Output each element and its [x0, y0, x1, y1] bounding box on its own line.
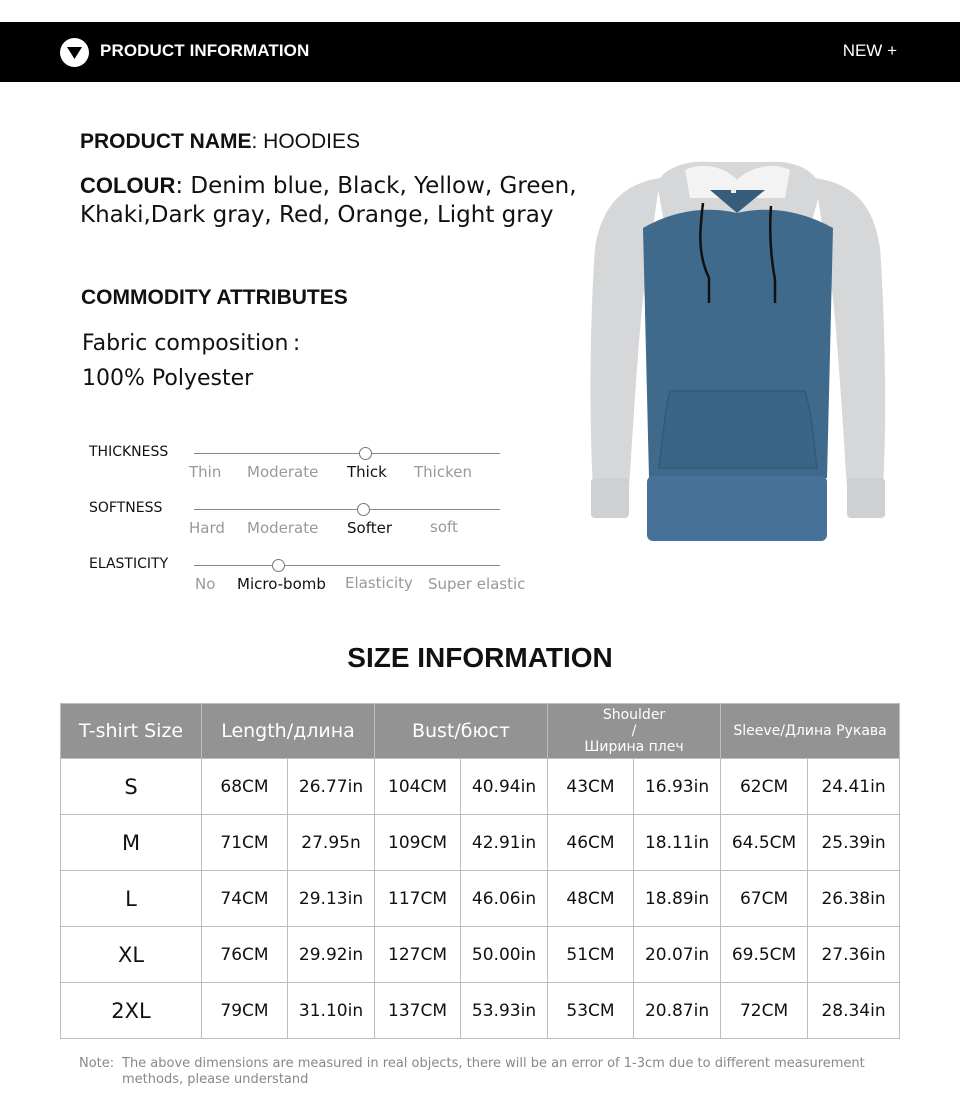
commodity-attributes-title: COMMODITY ATTRIBUTES	[81, 286, 348, 309]
rating-track	[194, 453, 500, 454]
colour-label: COLOUR	[80, 173, 176, 198]
rating-track	[194, 565, 500, 566]
cell-shoulder-cm: 51CM	[548, 927, 634, 983]
cell-length-in: 26.77in	[288, 759, 375, 815]
cell-length-in: 27.95n	[288, 815, 375, 871]
cell-shoulder-in: 16.93in	[634, 759, 721, 815]
product-information-banner	[0, 22, 960, 82]
cell-shoulder-cm: 43CM	[548, 759, 634, 815]
cell-sleeve-in: 26.38in	[808, 871, 900, 927]
cell-shoulder-in: 18.89in	[634, 871, 721, 927]
rating-label: ELASTICITY	[89, 556, 169, 572]
rating-knob	[357, 503, 370, 516]
rating-option: Moderate	[247, 463, 319, 481]
rating-option: Thin	[189, 463, 222, 481]
fabric-value: 100% Polyester	[82, 366, 254, 391]
fabric-composition	[82, 326, 300, 396]
cell-length-cm: 71CM	[202, 815, 288, 871]
product-colours	[80, 171, 600, 230]
size-table	[60, 703, 900, 1039]
header-size: T-shirt Size	[61, 704, 202, 759]
header-shoulder	[548, 704, 721, 759]
cell-shoulder-cm: 48CM	[548, 871, 634, 927]
cell-size: S	[61, 759, 202, 815]
colour-sep: :	[175, 173, 191, 199]
rating-thickness	[89, 444, 549, 494]
banner-title: PRODUCT INFORMATION	[100, 41, 310, 60]
rating-label: SOFTNESS	[89, 500, 163, 516]
rating-track	[194, 509, 500, 510]
header-bust: Bust/бюст	[375, 704, 548, 759]
cell-sleeve-in: 24.41in	[808, 759, 900, 815]
product-name-sep: :	[251, 130, 264, 153]
cell-bust-in: 50.00in	[461, 927, 548, 983]
rating-option: Thicken	[414, 463, 472, 481]
rating-option: Elasticity	[345, 574, 413, 592]
rating-option: Hard	[189, 519, 225, 537]
cell-sleeve-cm: 72CM	[721, 983, 808, 1039]
fabric-label: Fabric composition :	[82, 331, 301, 356]
table-row	[61, 759, 900, 815]
cell-shoulder-cm: 46CM	[548, 815, 634, 871]
new-label: NEW +	[842, 41, 897, 60]
cell-size: M	[61, 815, 202, 871]
cell-size: XL	[61, 927, 202, 983]
rating-knob	[272, 559, 285, 572]
cell-bust-in: 40.94in	[461, 759, 548, 815]
cell-sleeve-in: 27.36in	[808, 927, 900, 983]
rating-option: Super elastic	[428, 575, 526, 593]
cell-length-in: 29.13in	[288, 871, 375, 927]
header-length: Length/длина	[202, 704, 375, 759]
cell-length-cm: 76CM	[202, 927, 288, 983]
table-row	[61, 927, 900, 983]
cell-length-cm: 74CM	[202, 871, 288, 927]
rating-softness	[89, 500, 549, 550]
rating-option-selected: Micro-bomb	[237, 575, 326, 593]
header-shoulder-line: Shoulder	[602, 707, 666, 723]
rating-option-selected: Softer	[347, 519, 392, 537]
size-information-title: SIZE INFORMATION	[347, 642, 613, 673]
table-row	[61, 983, 900, 1039]
cell-length-cm: 79CM	[202, 983, 288, 1039]
product-name-value: HOODIES	[263, 130, 361, 153]
cell-sleeve-cm: 64.5CM	[721, 815, 808, 871]
header-shoulder-line: Ширина плеч	[584, 739, 684, 755]
cell-bust-cm: 137CM	[375, 983, 461, 1039]
rating-knob	[359, 447, 372, 460]
rating-option-selected: Thick	[347, 463, 387, 481]
cell-sleeve-in: 28.34in	[808, 983, 900, 1039]
rating-option: Moderate	[247, 519, 319, 537]
header-sleeve: Sleeve/Длина Рукава	[721, 704, 900, 759]
cell-bust-cm: 109CM	[375, 815, 461, 871]
cell-sleeve-cm: 62CM	[721, 759, 808, 815]
cell-sleeve-in: 25.39in	[808, 815, 900, 871]
cell-bust-cm: 104CM	[375, 759, 461, 815]
cell-size: 2XL	[61, 983, 202, 1039]
table-row	[61, 815, 900, 871]
product-name	[80, 130, 360, 154]
header-shoulder-line: /	[631, 723, 637, 739]
cell-bust-cm: 117CM	[375, 871, 461, 927]
cell-length-in: 29.92in	[288, 927, 375, 983]
cell-shoulder-cm: 53CM	[548, 983, 634, 1039]
table-header-row	[61, 704, 900, 759]
cell-sleeve-cm: 67CM	[721, 871, 808, 927]
cell-shoulder-in: 20.07in	[634, 927, 721, 983]
cell-sleeve-cm: 69.5CM	[721, 927, 808, 983]
cell-shoulder-in: 18.11in	[634, 815, 721, 871]
product-name-label: PRODUCT NAME	[80, 130, 252, 153]
rating-option: soft	[430, 518, 458, 536]
colour-value: Denim blue, Black, Yellow, Green, Khaki,Dark gray, Red, Orange, Light gray	[80, 173, 577, 228]
rating-elasticity	[89, 556, 549, 606]
table-row	[61, 871, 900, 927]
rating-option: No	[195, 575, 216, 593]
note-text: The above dimensions are measured in real objects, there will be an error of 1-3cm due to different measurement methods, please understand	[122, 1056, 865, 1087]
cell-length-in: 31.10in	[288, 983, 375, 1039]
cell-bust-in: 42.91in	[461, 815, 548, 871]
triangle-down-icon	[60, 38, 89, 67]
cell-length-cm: 68CM	[202, 759, 288, 815]
cell-bust-in: 53.93in	[461, 983, 548, 1039]
cell-size: L	[61, 871, 202, 927]
hoodie-product-image	[585, 158, 890, 548]
rating-label: THICKNESS	[89, 444, 169, 460]
cell-bust-in: 46.06in	[461, 871, 548, 927]
note-label: Note:	[79, 1056, 115, 1071]
cell-bust-cm: 127CM	[375, 927, 461, 983]
cell-shoulder-in: 20.87in	[634, 983, 721, 1039]
